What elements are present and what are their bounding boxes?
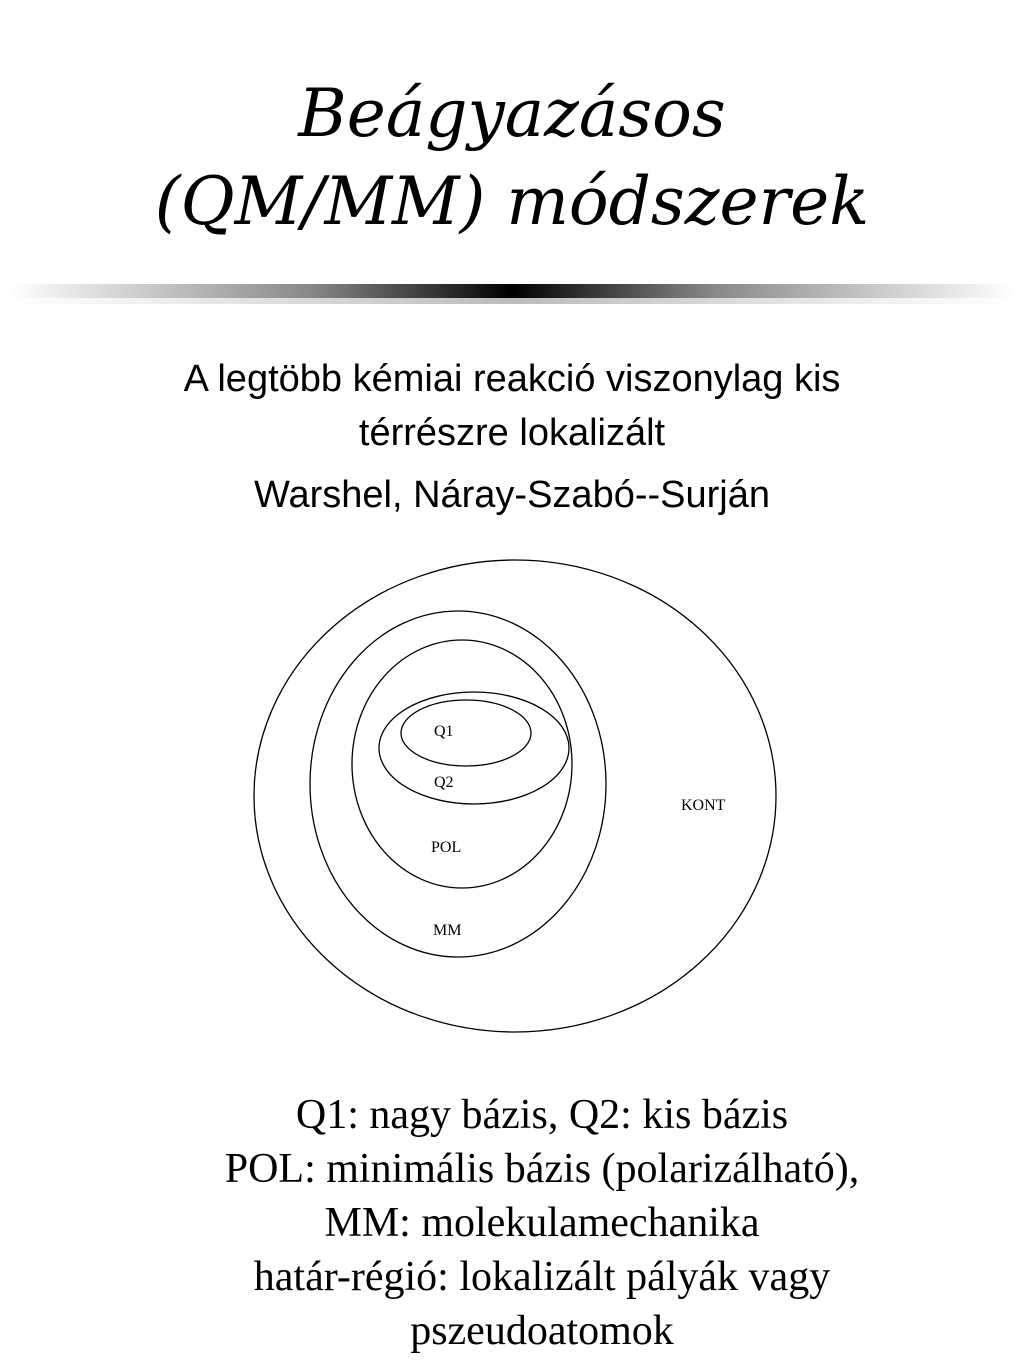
slide-title-line-2: (QM/MM) módszerek xyxy=(154,163,870,240)
label-kont: KONT xyxy=(681,797,726,814)
region-pol-boundary xyxy=(352,640,572,888)
label-q2: Q2 xyxy=(434,774,454,791)
slide-title-line-1: Beágyazásos xyxy=(298,75,726,152)
label-mm: MM xyxy=(433,922,462,939)
intro-line-2: térrészre lokalizált xyxy=(358,412,666,454)
label-pol: POL xyxy=(431,839,462,856)
region-kont-boundary xyxy=(254,560,776,1032)
legend-line-3: MM: molekulamechanika xyxy=(324,1200,760,1246)
title-divider xyxy=(10,284,1014,298)
region-q1-boundary xyxy=(401,700,531,766)
authors-line: Warshel, Náray-Szabó--Surján xyxy=(254,474,770,516)
legend-text xyxy=(0,1088,1024,1358)
legend-line-1: Q1: nagy bázis, Q2: kis bázis xyxy=(295,1092,789,1138)
legend-line-2: POL: minimális bázis (polarizálható), xyxy=(224,1146,860,1192)
region-mm-boundary xyxy=(310,611,606,957)
legend-line-4: határ-régió: lokalizált pályák vagy xyxy=(253,1254,831,1300)
label-q1: Q1 xyxy=(434,723,454,740)
embedding-regions-diagram xyxy=(0,550,1024,1050)
legend-line-5: pszeudoatomok xyxy=(410,1308,674,1354)
intro-text xyxy=(0,352,1024,522)
intro-line-1: A legtöbb kémiai reakció viszonylag kis xyxy=(183,358,841,400)
slide-title xyxy=(0,70,1024,246)
